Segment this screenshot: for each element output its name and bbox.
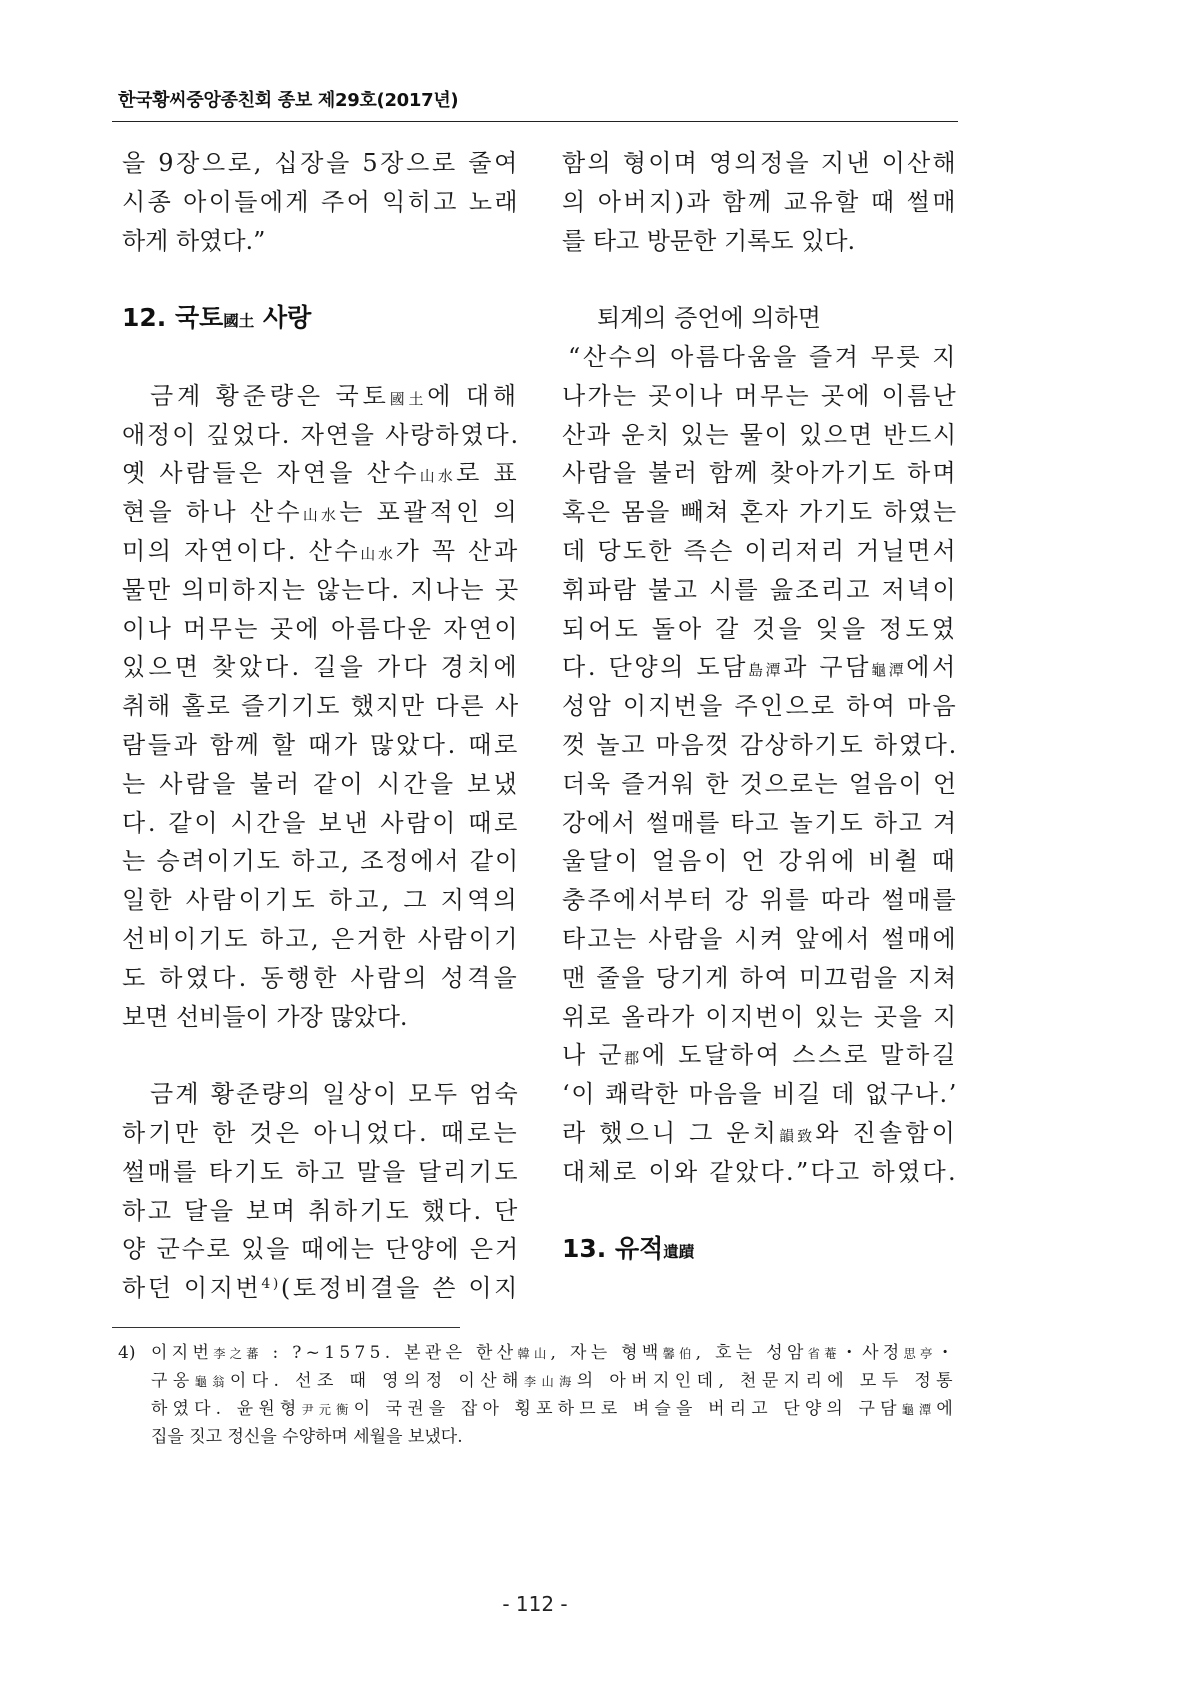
text-run: , 자는 형백 (550, 1343, 663, 1363)
hanja-gloss: 龜翁 (194, 1375, 230, 1389)
line-text (562, 1153, 958, 1192)
hanja-gloss: 山水 (302, 506, 340, 525)
header-rule (112, 121, 958, 122)
text-line (122, 183, 520, 222)
text-line (562, 648, 958, 687)
line-text (562, 1036, 958, 1078)
text-run: 일한 사람이기도 하고, 그 지역의 (122, 886, 520, 915)
text-run: 미의 자연이다. 산수 (122, 536, 361, 565)
right-column (562, 144, 958, 1269)
text-line (122, 1153, 520, 1192)
text-run: 성암 이지번을 주인으로 하여 마음 (562, 692, 958, 721)
text-line (562, 493, 958, 532)
text-line (562, 998, 958, 1037)
hanja-gloss: 韻致 (779, 1126, 816, 1145)
line-text (122, 1192, 520, 1231)
line-text (122, 687, 520, 726)
text-run: (토정비결을 쓴 이지 (280, 1274, 520, 1303)
text-run: 울달이 얼음이 언 강위에 비췰 때 (562, 847, 958, 876)
quotation-paragraph (562, 338, 958, 1192)
text-run: 사람을 불러 함께 찾아가기도 하며 (562, 459, 958, 488)
text-run: 강에서 썰매를 타고 놀기도 하고 겨 (562, 808, 958, 837)
hanja-gloss: 省菴 (807, 1347, 841, 1361)
text-run: 옛 사람들은 자연을 산수 (122, 459, 420, 488)
line-text (562, 1075, 958, 1114)
running-header-title: 한국황씨중앙종친회 종보 제29호(2017년) (118, 90, 459, 111)
text-run: 있으면 찾았다. 길을 가다 경치에 (122, 653, 520, 682)
text-run: 이지번 (151, 1343, 214, 1363)
line-text (122, 1114, 520, 1153)
text-run: 하게 하였다.” (122, 226, 266, 255)
hanja-gloss: 龜潭 (901, 1403, 937, 1417)
text-line (122, 222, 520, 261)
section-heading-12 (122, 299, 520, 338)
line-text (150, 377, 520, 419)
line-text (122, 493, 520, 535)
text-line (562, 726, 958, 765)
text-run: 대체로 이와 같았다.”다고 하였다. (562, 1157, 958, 1186)
line-text (122, 571, 520, 610)
text-run: 타고는 사람을 시켜 앞에서 썰매에 (562, 924, 958, 953)
line-text (562, 1114, 958, 1156)
line-text (562, 726, 958, 765)
hanja-gloss: 國土 (223, 312, 255, 331)
hanja-gloss: 龜潭 (871, 661, 907, 680)
text-run: 람들과 함께 할 때가 많았다. 때로 (122, 730, 520, 759)
text-run: 로 표 (456, 459, 521, 488)
text-line (562, 765, 958, 804)
text-line (562, 959, 958, 998)
text-run: 12. 국토 (122, 303, 224, 333)
text-line (122, 416, 520, 455)
hanja-gloss: 尹元衡 (301, 1403, 354, 1417)
text-run: 보면 선비들이 가장 많았다. (122, 1002, 408, 1031)
line-text (562, 377, 958, 416)
text-line (122, 726, 520, 765)
text-run: 썰매를 타기도 하고 말을 달리기도 (122, 1157, 520, 1186)
text-run: 되어도 돌아 갈 것을 잊을 정도였 (562, 614, 958, 643)
text-run: 구옹 (151, 1371, 195, 1391)
paragraph (122, 377, 520, 1037)
text-run: 충주에서부터 강 위를 따라 썰매를 (562, 886, 958, 915)
text-run: 나가는 곳이나 머무는 곳에 이름난 (562, 381, 958, 410)
text-run: 다. 같이 시간을 보낸 사람이 때로 (122, 808, 520, 837)
text-line (122, 610, 520, 649)
line-text (122, 532, 520, 574)
text-line (151, 1367, 958, 1395)
text-run: 는 승려이기도 하고, 조정에서 같이 (122, 847, 520, 876)
footnote-ref: 4) (261, 1276, 281, 1293)
text-line (562, 610, 958, 649)
text-run: “산수의 아름다움을 즐겨 무릇 지 (568, 342, 958, 371)
text-line (151, 1423, 958, 1451)
text-run: 금계 황준량은 국토 (150, 381, 390, 410)
text-line (122, 1114, 520, 1153)
text-run: 도 하였다. 동행한 사람의 성격을 (122, 963, 520, 992)
text-line (151, 1395, 958, 1423)
text-line (122, 765, 520, 804)
text-run: 시종 아이들에게 주어 익히고 노래 (122, 187, 520, 216)
text-line (122, 920, 520, 959)
line-text (568, 338, 958, 377)
line-text (562, 687, 958, 726)
text-run: 휘파람 불고 시를 읊조리고 저녁이 (562, 575, 958, 604)
text-line (122, 377, 520, 416)
text-run: 함의 형이며 영의정을 지낸 이산해 (562, 149, 958, 177)
text-run: 다. 단양의 도담 (562, 653, 749, 682)
hanja-gloss: 李山海 (523, 1375, 577, 1389)
line-text (122, 842, 520, 881)
section-heading-13 (562, 1230, 958, 1269)
hanja-gloss: 山水 (360, 544, 396, 563)
line-text (122, 183, 520, 222)
text-line (122, 532, 520, 571)
hanja-gloss: 遺蹟 (663, 1243, 695, 1262)
text-line (122, 881, 520, 920)
line-text (562, 765, 958, 804)
line-text (122, 959, 520, 998)
hanja-gloss: 思亭 (903, 1347, 937, 1361)
text-run: ・ (936, 1343, 958, 1363)
line-text (562, 416, 958, 455)
text-run: 에 대해 (427, 381, 520, 410)
text-run: 금계 황준량의 일상이 모두 엄숙 (150, 1080, 520, 1109)
text-line (122, 1192, 520, 1231)
text-line (562, 1153, 958, 1192)
text-line (562, 532, 958, 571)
text-run: 껏 놀고 마음껏 감상하기도 하였다. (562, 730, 958, 759)
text-line (122, 1269, 520, 1308)
text-line (562, 222, 958, 261)
line-text (562, 222, 855, 261)
line-text (122, 1230, 520, 1269)
text-run: 취해 홀로 즐기기도 했지만 다른 사 (122, 692, 520, 721)
text-run: 에 (936, 1399, 958, 1419)
text-line (562, 377, 958, 416)
text-line (562, 1075, 958, 1114)
text-line (562, 144, 958, 183)
line-text (122, 726, 520, 765)
text-run: 에 도달하여 스스로 말하길 (641, 1041, 958, 1070)
line-text (122, 610, 520, 649)
text-run: 양 군수로 있을 때에는 단양에 은거 (122, 1235, 520, 1264)
text-run: 를 타고 방문한 기록도 있다. (562, 226, 856, 255)
text-line (122, 571, 520, 610)
line-text (122, 998, 408, 1037)
line-text (122, 765, 520, 804)
hanja-gloss: 韓山 (517, 1347, 551, 1361)
text-run: 퇴계의 증언에 의하면 (597, 304, 821, 333)
line-text (151, 1339, 958, 1368)
text-run: 맨 줄을 당기게 하여 미끄럼을 지쳐 (562, 963, 958, 992)
line-text (122, 804, 520, 843)
text-run: 하던 이지번 (122, 1274, 262, 1303)
text-run: 물만 의미하지는 않는다. 지나는 곳 (122, 575, 520, 604)
text-run: 와 진솔함이 (815, 1118, 958, 1147)
text-line (122, 1230, 520, 1269)
text-run: 혹은 몸을 빼쳐 혼자 가기도 하였는 (562, 498, 958, 527)
text-run: 에서 (906, 653, 959, 682)
text-line (122, 144, 520, 183)
continued-paragraph (122, 144, 520, 260)
text-line (562, 881, 958, 920)
line-text (122, 222, 265, 261)
line-text (562, 454, 958, 493)
footnote-rule (112, 1327, 460, 1328)
line-text (122, 920, 520, 959)
continued-paragraph (562, 144, 958, 260)
text-run: 이나 머무는 곳에 아름다운 자연이 (122, 614, 520, 643)
text-run: , 호는 성암 (695, 1343, 808, 1363)
line-text (122, 454, 520, 496)
line-text (122, 1269, 520, 1312)
text-run: ‘이 쾌락한 마음을 비길 데 없구나.’ (562, 1080, 958, 1109)
line-text (562, 183, 958, 222)
line-text (151, 1367, 958, 1396)
text-run: 나 군 (562, 1041, 625, 1070)
text-line (562, 454, 958, 493)
text-line (562, 338, 958, 377)
line-text (597, 299, 821, 338)
text-run: 하기만 한 것은 아니었다. 때로는 (122, 1118, 520, 1147)
line-text (562, 610, 958, 649)
text-line (122, 959, 520, 998)
text-line (562, 1114, 958, 1153)
text-run: 하고 달을 보며 취하기도 했다. 단 (122, 1196, 520, 1225)
text-line (122, 687, 520, 726)
text-run: : ?~1575. 본관은 한산 (262, 1343, 518, 1363)
text-run: 하였다. 윤원형 (151, 1399, 302, 1419)
paragraph (562, 299, 958, 338)
text-run: 는 포괄적인 의 (339, 498, 520, 527)
hanja-gloss: 郡 (624, 1049, 642, 1068)
paragraph (122, 1075, 520, 1308)
text-run: 집을 짓고 정신을 수양하며 세월을 보냈다. (151, 1427, 463, 1447)
text-run: 데 당도한 즉슨 이리저리 거닐면서 (562, 536, 958, 565)
text-run: 사랑 (254, 303, 312, 333)
footnote-marker: 4) (118, 1343, 136, 1363)
text-run: 더욱 즐거워 한 것으로는 얼음이 언 (562, 769, 958, 798)
hanja-gloss: 國土 (389, 389, 428, 408)
text-run: 이다. 선조 때 영의정 이산해 (229, 1371, 524, 1391)
line-text (562, 959, 958, 998)
page-number: - 112 - (502, 1592, 568, 1616)
footnote (118, 1339, 958, 1451)
text-line (122, 804, 520, 843)
text-run: 과 구담 (783, 653, 872, 682)
line-text (122, 881, 520, 920)
text-run: 이 국권을 잡아 횡포하므로 벼슬을 버리고 단양의 구담 (353, 1399, 902, 1419)
line-text (562, 842, 958, 881)
text-run: 는 사람을 불러 같이 시간을 보냈 (122, 769, 520, 798)
text-line (562, 1036, 958, 1075)
line-text (562, 571, 958, 610)
text-run: 라 했으니 그 운치 (562, 1118, 780, 1147)
text-run: 가 꼭 산과 (395, 536, 521, 565)
text-line (562, 842, 958, 881)
line-text (562, 998, 958, 1037)
text-line (122, 454, 520, 493)
hanja-gloss: 島潭 (748, 661, 784, 680)
text-line (151, 1339, 958, 1367)
text-run: 현을 하나 산수 (122, 498, 303, 527)
line-text (562, 532, 958, 571)
text-run: 의 아버지인데, 천문지리에 모두 정통 (576, 1371, 958, 1391)
text-line (562, 183, 958, 222)
text-line (562, 804, 958, 843)
line-text (562, 804, 958, 843)
text-run: 산과 운치 있는 물이 있으면 반드시 (562, 420, 958, 449)
line-text (562, 648, 958, 690)
line-text (562, 920, 958, 959)
line-text (151, 1395, 958, 1424)
line-text (122, 648, 520, 687)
line-text (150, 1075, 520, 1114)
text-line (122, 842, 520, 881)
text-line (122, 1075, 520, 1114)
hanja-gloss: 山水 (419, 467, 457, 486)
text-line (562, 687, 958, 726)
hanja-gloss: 李之蕃 (213, 1347, 263, 1361)
text-run: 선비이기도 하고, 은거한 사람이기 (122, 924, 520, 953)
text-run: ・사정 (840, 1343, 904, 1363)
text-run: 의 아버지)과 함께 교유할 때 썰매 (562, 187, 958, 216)
text-run: 위로 올라가 이지번이 있는 곳을 지 (562, 1002, 958, 1031)
text-line (122, 998, 520, 1037)
footnote-text (151, 1339, 958, 1451)
line-text (122, 144, 520, 183)
text-line (562, 571, 958, 610)
line-text (562, 144, 958, 183)
hanja-gloss: 馨伯 (662, 1347, 696, 1361)
line-text (122, 416, 520, 455)
left-column (122, 144, 520, 1308)
line-text (151, 1423, 463, 1451)
text-line (562, 920, 958, 959)
text-run: 13. 유적 (562, 1234, 664, 1264)
text-line (562, 416, 958, 455)
text-run: 애정이 깊었다. 자연을 사랑하였다. (122, 420, 520, 449)
text-line (562, 299, 958, 338)
text-run: 을 9장으로, 십장을 5장으로 줄여 (122, 149, 520, 177)
text-line (122, 493, 520, 532)
line-text (122, 1153, 520, 1192)
line-text (562, 881, 958, 920)
line-text (562, 493, 958, 532)
text-line (122, 648, 520, 687)
